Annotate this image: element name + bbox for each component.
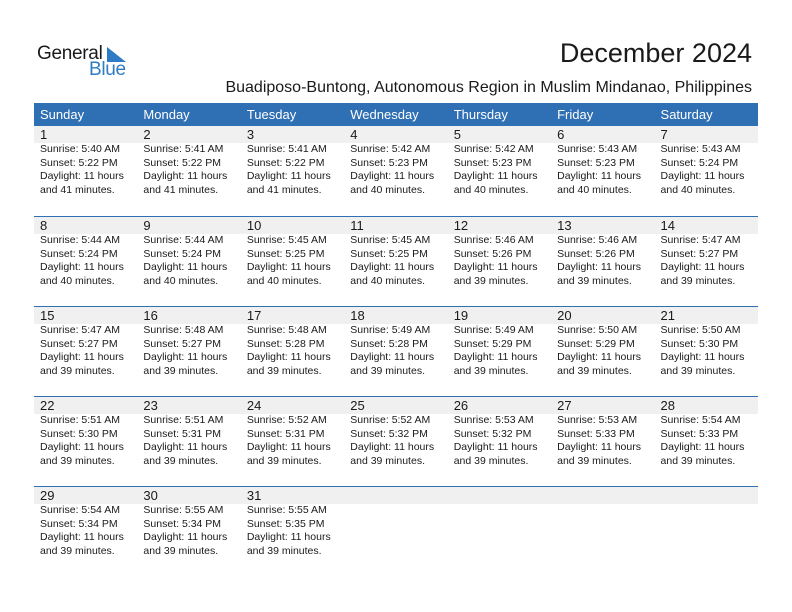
daylight-hours: Daylight: 11 hours <box>143 261 228 274</box>
daylight-minutes: and 39 minutes. <box>143 544 219 557</box>
sunset-time: Sunset: 5:32 PM <box>350 427 428 440</box>
daylight-minutes: and 39 minutes. <box>557 364 632 377</box>
day-cell <box>34 126 137 197</box>
sunset-time: Sunset: 5:31 PM <box>143 427 222 440</box>
day-cell <box>655 126 758 197</box>
sunset-time: Sunset: 5:31 PM <box>246 427 325 440</box>
daylight-minutes: and 39 minutes. <box>660 454 736 467</box>
week-row <box>34 396 758 486</box>
location-subtitle: Buadiposo-Buntong, Autonomous Region in Muslim Mindanao, Philippines <box>225 79 752 96</box>
daylight-minutes: and 39 minutes. <box>246 454 322 467</box>
day-cell <box>137 126 240 197</box>
day-number <box>454 487 551 504</box>
calendar-grid <box>34 103 758 576</box>
daylight-hours: Daylight: 11 hours <box>246 441 331 454</box>
sunset-time: Sunset: 5:23 PM <box>453 156 532 169</box>
day-number: 29 <box>40 488 55 503</box>
daylight-minutes: and 40 minutes. <box>143 274 219 287</box>
day-cell <box>344 487 447 558</box>
day-number: 1 <box>40 127 48 142</box>
day-cell <box>137 217 240 288</box>
daylight-hours: Daylight: 11 hours <box>143 351 228 364</box>
sunset-time: Sunset: 5:25 PM <box>246 247 325 260</box>
daylight-hours: Daylight: 11 hours <box>350 170 435 183</box>
daylight-minutes: and 40 minutes. <box>350 274 425 287</box>
day-cell <box>448 397 551 468</box>
weekday-tuesday: Tuesday <box>246 107 297 122</box>
sunset-time: Sunset: 5:35 PM <box>246 517 325 530</box>
day-number: 23 <box>143 398 158 413</box>
sunrise-time: Sunrise: 5:48 AM <box>246 324 327 336</box>
daylight-hours: Daylight: 11 hours <box>350 261 435 274</box>
sunset-time: Sunset: 5:24 PM <box>143 247 222 260</box>
daylight-minutes: and 39 minutes. <box>453 454 529 467</box>
day-number: 6 <box>557 127 565 142</box>
daylight-hours: Daylight: 11 hours <box>40 170 124 183</box>
day-number: 25 <box>350 398 365 413</box>
week-days <box>34 397 758 468</box>
day-cell <box>137 307 240 378</box>
daylight-hours: Daylight: 11 hours <box>246 261 331 274</box>
sunset-time: Sunset: 5:22 PM <box>40 156 118 169</box>
day-cell <box>241 487 344 558</box>
daylight-minutes: and 39 minutes. <box>246 544 322 557</box>
sunset-time: Sunset: 5:33 PM <box>660 427 739 440</box>
sunrise-time: Sunrise: 5:41 AM <box>246 143 327 155</box>
daylight-minutes: and 41 minutes. <box>246 183 322 196</box>
daylight-hours: Daylight: 11 hours <box>453 441 538 454</box>
sunrise-time: Sunrise: 5:48 AM <box>143 324 224 336</box>
day-cell <box>241 397 344 468</box>
daylight-hours: Daylight: 11 hours <box>557 441 641 454</box>
sunrise-time: Sunrise: 5:41 AM <box>143 143 224 155</box>
daylight-hours: Daylight: 11 hours <box>350 441 435 454</box>
daylight-minutes: and 39 minutes. <box>350 454 425 467</box>
weekday-sunday: Sunday <box>40 107 85 122</box>
day-number: 11 <box>350 218 364 233</box>
day-number: 31 <box>246 488 262 503</box>
day-number: 9 <box>143 218 151 233</box>
sunrise-time: Sunrise: 5:55 AM <box>143 504 224 516</box>
daylight-minutes: and 40 minutes. <box>350 183 425 196</box>
sunrise-time: Sunrise: 5:51 AM <box>143 414 224 426</box>
daylight-minutes: and 39 minutes. <box>246 364 322 377</box>
daylight-hours: Daylight: 11 hours <box>350 351 435 364</box>
daylight-hours: Daylight: 11 hours <box>660 170 745 183</box>
day-number: 21 <box>660 308 675 323</box>
sunset-time: Sunset: 5:26 PM <box>453 247 532 260</box>
day-cell <box>344 397 447 468</box>
page-title: December 2024 <box>559 38 752 68</box>
sunset-time: Sunset: 5:24 PM <box>40 247 118 260</box>
day-number: 19 <box>453 308 469 323</box>
daylight-hours: Daylight: 11 hours <box>143 441 228 454</box>
week-days <box>34 307 758 378</box>
weekday-wednesday: Wednesday <box>350 107 419 122</box>
sunrise-time: Sunrise: 5:42 AM <box>453 143 534 155</box>
day-number: 18 <box>350 308 365 323</box>
day-cell <box>34 217 137 288</box>
sunrise-time: Sunrise: 5:47 AM <box>40 324 120 336</box>
day-cell <box>137 487 240 558</box>
logo <box>37 43 137 83</box>
week-days <box>34 217 758 288</box>
daylight-hours: Daylight: 11 hours <box>660 351 745 364</box>
sunset-time: Sunset: 5:33 PM <box>557 427 635 440</box>
daylight-minutes: and 40 minutes. <box>246 274 322 287</box>
day-cell <box>551 307 654 378</box>
sunset-time: Sunset: 5:30 PM <box>40 427 118 440</box>
sunset-time: Sunset: 5:27 PM <box>660 247 739 260</box>
day-cell <box>655 397 758 468</box>
week-days <box>34 126 758 197</box>
daylight-minutes: and 40 minutes. <box>557 183 632 196</box>
daylight-minutes: and 39 minutes. <box>143 454 219 467</box>
sunrise-time: Sunrise: 5:52 AM <box>246 414 327 426</box>
day-cell <box>344 217 447 288</box>
sunrise-time: Sunrise: 5:45 AM <box>246 234 327 246</box>
day-cell <box>655 487 758 558</box>
weekday-thursday: Thursday <box>453 107 508 122</box>
daylight-hours: Daylight: 11 hours <box>246 531 331 544</box>
sunset-time: Sunset: 5:28 PM <box>350 337 428 350</box>
daylight-hours: Daylight: 11 hours <box>143 531 228 544</box>
weeks-container <box>34 126 758 576</box>
day-number: 5 <box>453 127 461 142</box>
weekday-monday: Monday <box>143 107 190 122</box>
day-cell <box>551 217 654 288</box>
sunset-time: Sunset: 5:26 PM <box>557 247 635 260</box>
sunrise-time: Sunrise: 5:50 AM <box>557 324 638 336</box>
sunset-time: Sunset: 5:34 PM <box>40 517 118 530</box>
day-number: 8 <box>40 218 48 233</box>
day-cell <box>448 487 551 558</box>
daylight-minutes: and 39 minutes. <box>557 454 632 467</box>
daylight-hours: Daylight: 11 hours <box>453 261 538 274</box>
day-cell <box>34 487 137 558</box>
sunset-time: Sunset: 5:22 PM <box>143 156 222 169</box>
week-days <box>34 487 758 558</box>
daylight-minutes: and 41 minutes. <box>40 183 115 196</box>
day-number: 27 <box>557 398 572 413</box>
sunset-time: Sunset: 5:22 PM <box>246 156 325 169</box>
week-row <box>34 306 758 396</box>
day-cell <box>655 217 758 288</box>
day-number: 2 <box>143 127 151 142</box>
day-cell <box>551 487 654 558</box>
weekday-header-row <box>34 103 758 126</box>
sunrise-time: Sunrise: 5:54 AM <box>660 414 741 426</box>
sunrise-time: Sunrise: 5:43 AM <box>557 143 638 155</box>
day-cell <box>241 126 344 197</box>
sunrise-time: Sunrise: 5:49 AM <box>350 324 431 336</box>
daylight-minutes: and 39 minutes. <box>453 274 529 287</box>
sunrise-time: Sunrise: 5:46 AM <box>557 234 638 246</box>
daylight-hours: Daylight: 11 hours <box>557 261 641 274</box>
daylight-hours: Daylight: 11 hours <box>246 351 331 364</box>
daylight-hours: Daylight: 11 hours <box>557 170 641 183</box>
weekday-friday: Friday <box>557 107 594 122</box>
sunrise-time: Sunrise: 5:44 AM <box>143 234 224 246</box>
day-cell <box>448 217 551 288</box>
daylight-hours: Daylight: 11 hours <box>660 261 745 274</box>
daylight-minutes: and 39 minutes. <box>350 364 425 377</box>
sunrise-time: Sunrise: 5:53 AM <box>557 414 638 426</box>
sunset-time: Sunset: 5:29 PM <box>557 337 635 350</box>
sunset-time: Sunset: 5:24 PM <box>660 156 739 169</box>
day-cell <box>655 307 758 378</box>
daylight-minutes: and 39 minutes. <box>40 364 115 377</box>
daylight-minutes: and 39 minutes. <box>40 544 115 557</box>
day-number <box>661 487 758 504</box>
daylight-minutes: and 40 minutes. <box>40 274 115 287</box>
daylight-minutes: and 40 minutes. <box>660 183 736 196</box>
day-number: 24 <box>246 398 262 413</box>
day-number: 13 <box>557 218 572 233</box>
sunset-time: Sunset: 5:27 PM <box>143 337 222 350</box>
day-number: 26 <box>453 398 469 413</box>
day-cell <box>344 126 447 197</box>
sunrise-time: Sunrise: 5:47 AM <box>660 234 741 246</box>
day-cell <box>551 397 654 468</box>
day-cell <box>241 307 344 378</box>
daylight-hours: Daylight: 11 hours <box>557 351 641 364</box>
day-number: 12 <box>453 218 469 233</box>
sunrise-time: Sunrise: 5:44 AM <box>40 234 120 246</box>
day-cell <box>551 126 654 197</box>
daylight-minutes: and 39 minutes. <box>557 274 632 287</box>
day-cell <box>448 126 551 197</box>
day-number <box>557 487 654 504</box>
daylight-minutes: and 39 minutes. <box>143 364 219 377</box>
day-cell <box>137 397 240 468</box>
daylight-hours: Daylight: 11 hours <box>40 531 124 544</box>
daylight-hours: Daylight: 11 hours <box>246 170 331 183</box>
day-number: 3 <box>246 127 255 142</box>
day-number: 15 <box>40 308 55 323</box>
day-cell <box>344 307 447 378</box>
day-cell <box>448 307 551 378</box>
sunset-time: Sunset: 5:30 PM <box>660 337 739 350</box>
sunset-time: Sunset: 5:23 PM <box>557 156 635 169</box>
sunrise-time: Sunrise: 5:51 AM <box>40 414 120 426</box>
day-number: 14 <box>660 218 675 233</box>
sunrise-time: Sunrise: 5:42 AM <box>350 143 431 155</box>
day-number: 28 <box>660 398 675 413</box>
week-row <box>34 486 758 576</box>
sunrise-time: Sunrise: 5:43 AM <box>660 143 741 155</box>
day-number: 7 <box>660 127 668 142</box>
day-number: 30 <box>143 488 158 503</box>
day-number: 17 <box>246 308 262 323</box>
day-number: 22 <box>40 398 55 413</box>
day-number: 20 <box>557 308 572 323</box>
daylight-minutes: and 41 minutes. <box>143 183 219 196</box>
daylight-hours: Daylight: 11 hours <box>40 441 124 454</box>
sunrise-time: Sunrise: 5:46 AM <box>453 234 534 246</box>
week-row <box>34 126 758 216</box>
sunset-time: Sunset: 5:34 PM <box>143 517 222 530</box>
daylight-minutes: and 39 minutes. <box>660 364 736 377</box>
daylight-minutes: and 40 minutes. <box>453 183 529 196</box>
day-cell <box>34 397 137 468</box>
day-number: 16 <box>143 308 158 323</box>
logo-word-general: General <box>37 43 103 64</box>
daylight-hours: Daylight: 11 hours <box>40 351 124 364</box>
day-cell <box>241 217 344 288</box>
sunrise-time: Sunrise: 5:52 AM <box>350 414 431 426</box>
day-cell <box>34 307 137 378</box>
day-number: 10 <box>246 218 262 233</box>
weekday-saturday: Saturday <box>660 107 713 122</box>
sunset-time: Sunset: 5:32 PM <box>453 427 532 440</box>
daylight-minutes: and 39 minutes. <box>453 364 529 377</box>
sunset-time: Sunset: 5:29 PM <box>453 337 532 350</box>
sunrise-time: Sunrise: 5:40 AM <box>40 143 120 155</box>
daylight-hours: Daylight: 11 hours <box>453 170 538 183</box>
week-row <box>34 216 758 306</box>
daylight-minutes: and 39 minutes. <box>660 274 736 287</box>
daylight-hours: Daylight: 11 hours <box>660 441 745 454</box>
sunrise-time: Sunrise: 5:50 AM <box>660 324 741 336</box>
sunset-time: Sunset: 5:27 PM <box>40 337 118 350</box>
sunrise-time: Sunrise: 5:53 AM <box>453 414 534 426</box>
sunrise-time: Sunrise: 5:55 AM <box>246 504 327 516</box>
sunrise-time: Sunrise: 5:45 AM <box>350 234 431 246</box>
sunrise-time: Sunrise: 5:49 AM <box>453 324 534 336</box>
daylight-hours: Daylight: 11 hours <box>40 261 124 274</box>
sunset-time: Sunset: 5:23 PM <box>350 156 428 169</box>
logo-word-blue: Blue <box>89 59 126 80</box>
sunrise-time: Sunrise: 5:54 AM <box>40 504 120 516</box>
daylight-hours: Daylight: 11 hours <box>143 170 228 183</box>
sunset-time: Sunset: 5:28 PM <box>246 337 325 350</box>
day-number <box>350 487 447 504</box>
daylight-minutes: and 39 minutes. <box>40 454 115 467</box>
daylight-hours: Daylight: 11 hours <box>453 351 538 364</box>
day-number: 4 <box>350 127 358 142</box>
sunset-time: Sunset: 5:25 PM <box>350 247 428 260</box>
